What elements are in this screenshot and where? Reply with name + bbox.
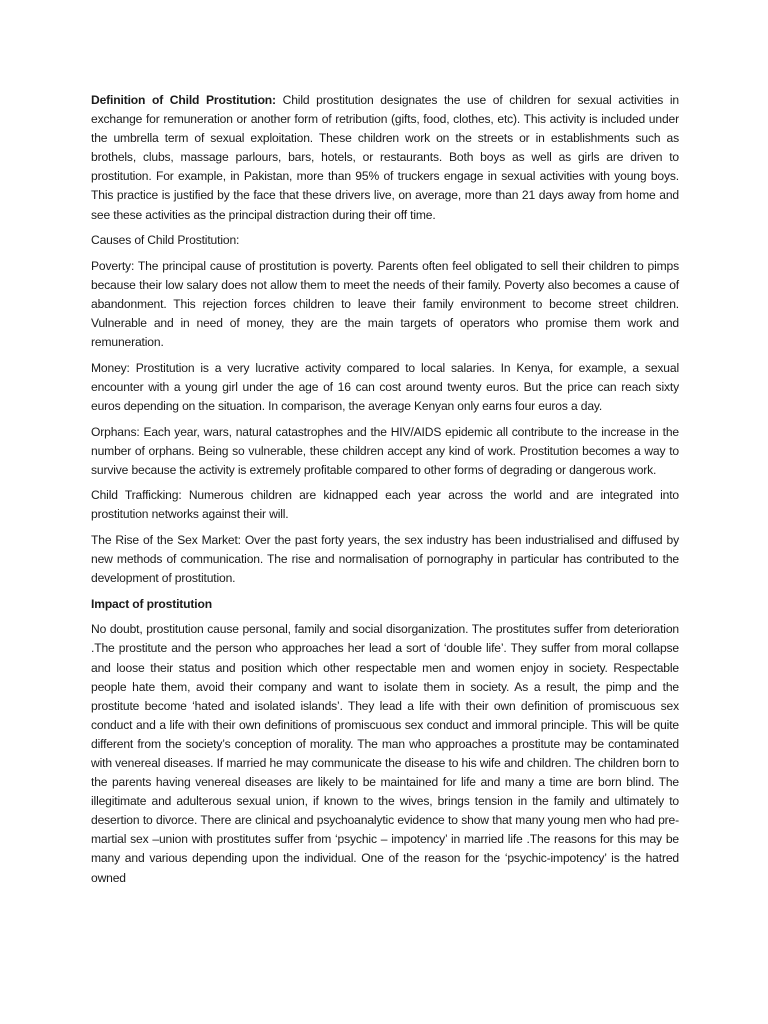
causes-heading: Causes of Child Prostitution: [91, 233, 240, 248]
cause-paragraph-orphans [91, 423, 679, 480]
cause-text: Prostitution is a very lucrative activity compared to local salaries. In Kenya, for example, a sexual encounter with a young girl under the age of 16 can cost around twenty euros. But the price can reach sixty euros depending on the situation. In comparison, the average Kenyan only earns four euros a day. [91, 360, 679, 413]
cause-lead: Orphans: [91, 424, 140, 439]
definition-text: Child prostitution designates the use of children for sexual activities in exchange for remuneration or another form of retribution (gifts, food, clothes, etc). This activity is included under the umbrella term of sexual exploitation. These children work on the streets or in establishments such as brothels, clubs, massage parlours, bars, hotels, or restaurants. Both boys as well as girls are driven to prostitution. For example, in Pakistan, more than 95% of truckers engage in sexual activities with young boys. This practice is justified by the face that these drivers live, on average, more than 21 days away from home and see these activities as the principal distraction during their off time. [91, 93, 679, 222]
document-page [91, 91, 679, 894]
cause-text: Each year, wars, natural catastrophes and the HIV/AIDS epidemic all contribute to the increase in the number of orphans. Being so vulnerable, these children accept any kind of work. Prostitution becomes a way to survive because the activity is extremely profitable compared to other forms of degrading or dangerous work. [91, 424, 679, 477]
cause-text: The principal cause of prostitution is poverty. Parents often feel obligated to sell their children to pimps because their low salary does not allow them to meet the needs of their family. Poverty also becomes a cause of abandonment. This rejection forces children to leave their family environment to become street children. Vulnerable and in need of money, they are the main targets of operators who promise them work and remuneration. [91, 258, 679, 350]
definition-paragraph [91, 91, 679, 225]
cause-lead: Poverty: [91, 258, 135, 273]
cause-paragraph-poverty [91, 257, 679, 352]
impact-paragraph: No doubt, prostitution cause personal, family and social disorganization. The prostitutes suffer from deterioration .The prostitute and the person who approaches her lead a sort of ‘double life’. They suffer from moral collapse and loose their status and position which other respectable men and women enjoy in society. Respectable people hate them, avoid their company and want to isolate them in society. As a result, the pimp and the prostitute become ‘hated and isolated islands’. They lead a life with their own definition of promiscuous sex conduct and a life with their own definitions of promiscuous sex conduct and immoral principle. This will be quite different from the society’s conception of morality. The man who approaches a prostitute may be contaminated with venereal diseases. If married he may communicate the disease to his wife and children. The children born to the parents having venereal diseases are likely to be maintained for life and many a time are born blind. The illegitimate and adulterous sexual union, if known to the wives, brings tension in the family and ultimately to desertion to divorce. There are clinical and psychoanalytic evidence to show that many young men who had pre-martial sex –union with prostitutes suffer from ‘psychic – impotency’ in married life .The reasons for this may be many and various depending upon the individual. One of the reason for the ‘psychic-impotency’ is the hatred owned [91, 622, 679, 885]
cause-text: Over the past forty years, the sex industry has been industrialised and diffused by new methods of communication. The rise and normalisation of pornography in particular has contributed to the development of prostitution. [91, 532, 679, 586]
cause-lead: Child Trafficking: [91, 488, 182, 503]
cause-paragraph-sex-market [91, 531, 679, 588]
cause-lead: Money: [91, 360, 130, 375]
cause-lead: The Rise of the Sex Market: [91, 532, 241, 547]
cause-paragraph-money [91, 359, 679, 416]
cause-paragraph-child-trafficking [91, 486, 679, 524]
cause-text: Numerous children are kidnapped each year across the world and are integrated into prostitution networks against their will. [91, 488, 679, 522]
impact-heading: Impact of prostitution [91, 596, 212, 611]
definition-lead: Definition of Child Prostitution: [91, 93, 276, 107]
